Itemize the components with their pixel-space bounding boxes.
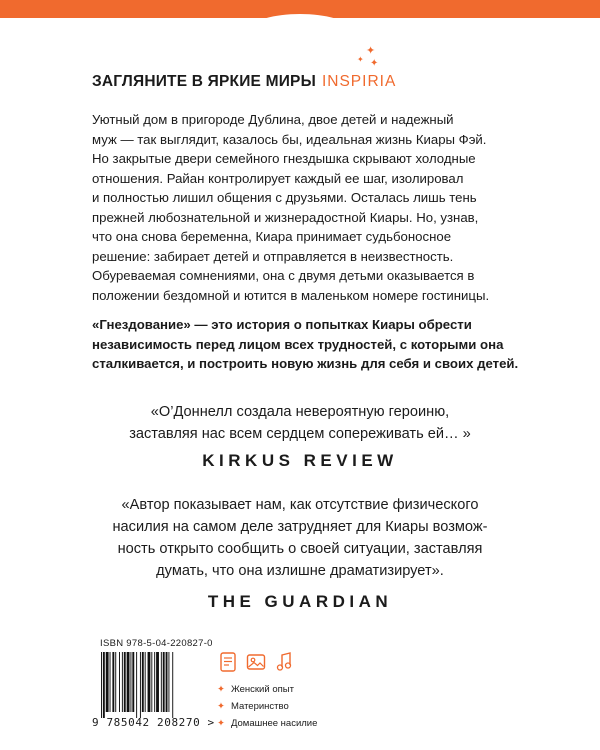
- genre-tag: [217, 698, 317, 715]
- format-icons: [219, 652, 295, 672]
- description-line: отношения. Райан контролирует каждый ее шаг, изолировал: [92, 170, 464, 186]
- description-paragraph-2: [92, 315, 522, 374]
- quote-line: заставляя нас всем сердцем сопереживать ей… »: [129, 426, 471, 442]
- series-headline: [92, 73, 396, 91]
- barcode-graphic: [100, 652, 204, 718]
- book-description: [92, 110, 522, 374]
- star-icon: ✦: [217, 701, 225, 712]
- genre-tags: [217, 681, 317, 732]
- review-quote-1: [60, 401, 540, 445]
- star-icon: ✦: [217, 718, 225, 729]
- description-paragraph-1: [92, 110, 522, 305]
- description-line: сталкивается, и построить новую жизнь для себя и своих детей.: [92, 356, 519, 371]
- music-note-icon: [275, 652, 293, 677]
- description-line: прежней любознательной и жизнерадостной Киары. Но, узнав,: [92, 209, 479, 225]
- image-icon: [246, 652, 266, 677]
- headline-text: ЗАГЛЯНИТЕ В ЯРКИЕ МИРЫ: [92, 73, 316, 90]
- description-line: муж — так выглядит, казалось бы, идеальная жизнь Киары Фэй.: [92, 131, 487, 147]
- star-icon: ✦: [217, 684, 225, 695]
- genre-tag-label: Женский опыт: [230, 684, 294, 695]
- brand-name: INSPIRIA: [321, 73, 397, 90]
- quote-line: «О’Доннелл создала невероятную героиню,: [150, 404, 450, 420]
- description-line: Обуреваемая сомнениями, она с двумя детьми оказывается в: [92, 268, 475, 283]
- quote-line: насилия на самом деле затрудняет для Киары возмож-: [112, 519, 488, 535]
- description-line: Но закрытые двери семейного гнездышка скрывают холодные: [92, 151, 476, 166]
- genre-tag-label: Домашнее насилие: [230, 718, 318, 729]
- genre-tag: [217, 715, 317, 732]
- quote-line: ность открыто сообщить о своей ситуации, заставляя: [117, 541, 483, 557]
- description-line: решение: забирает детей и отправляется в неизвестность.: [92, 248, 454, 264]
- ebook-icon: [219, 652, 237, 677]
- description-line: положении бездомной и ютится в маленьком номере гостиницы.: [92, 287, 490, 303]
- sparkles-icon: ✦ ✦ ✦: [357, 44, 379, 69]
- description-line: Уютный дом в пригороде Дублина, двое детей и надежный: [92, 112, 454, 127]
- genre-tag-label: Материнство: [230, 701, 289, 712]
- review-source-1: KIRKUS REVIEW: [202, 451, 398, 470]
- quote-line: думать, что она излишне драматизирует».: [156, 563, 444, 579]
- description-line: что она снова беременна, Киара принимает судьбоносное: [92, 229, 452, 244]
- isbn-text: ISBN 978-5-04-220827-0: [100, 638, 213, 649]
- description-line: «Гнездование» — это история о попытках Киары обрести: [92, 317, 472, 332]
- description-line: и полностью лишил общения с друзьями. Осталась лишь тень: [92, 190, 477, 205]
- quote-line: «Автор показывает нам, как отсутствие физического: [121, 497, 479, 513]
- genre-tag: [217, 681, 317, 698]
- review-quote-2: [60, 494, 540, 582]
- description-line: независимость перед лицом всех трудностей, с которыми она: [92, 336, 504, 352]
- review-source-2: THE GUARDIAN: [207, 592, 393, 611]
- barcode-digits: 9 785042 208270 >: [92, 716, 215, 729]
